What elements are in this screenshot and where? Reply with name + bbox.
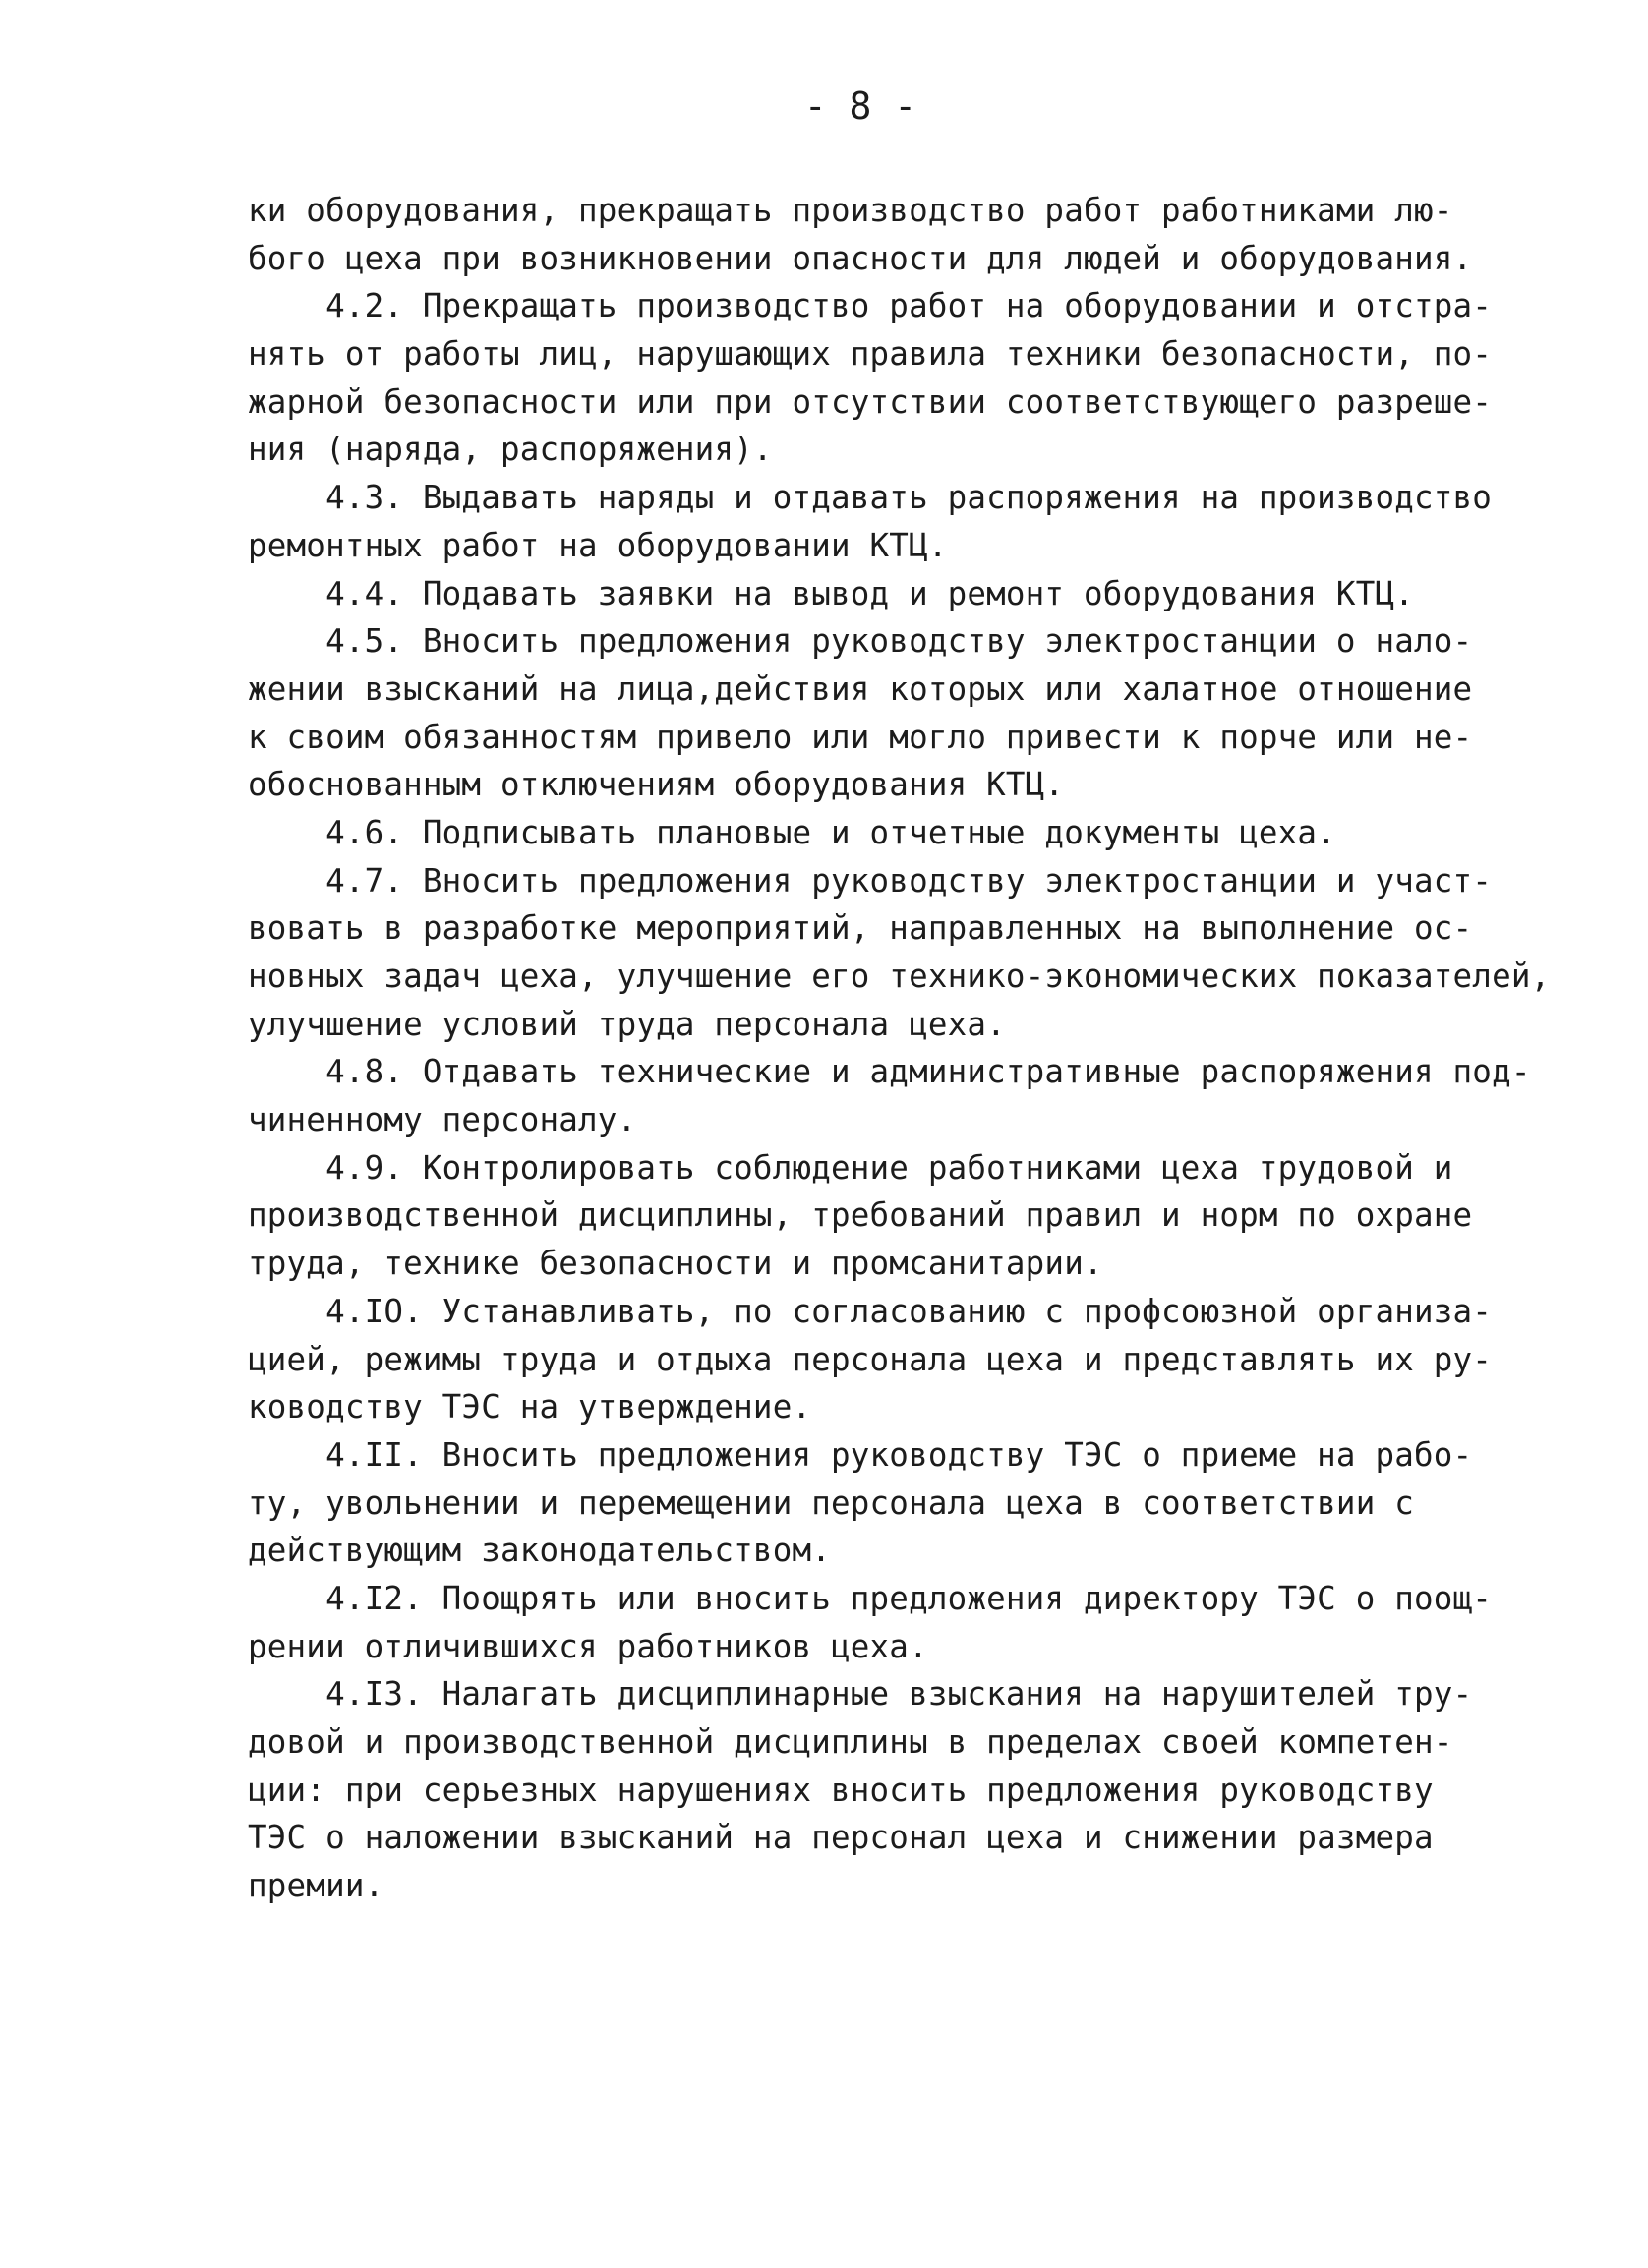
text-line: чиненному персоналу. bbox=[248, 1101, 637, 1139]
text-line: 4.3. Выдавать наряды и отдавать распоряжения на производство bbox=[248, 479, 1493, 517]
text-line: 4.2. Прекращать производство работ на оборудовании и отстра- bbox=[248, 287, 1493, 325]
text-line: ния (наряда, распоряжения). bbox=[248, 431, 773, 469]
text-line: ководству ТЭС на утверждение. bbox=[248, 1388, 812, 1426]
text-line: ту, увольнении и перемещении персонала цеха в соответствии с bbox=[248, 1483, 1414, 1522]
text-line: новных задач цеха, улучшение его технико-экономических показателей, bbox=[248, 958, 1551, 995]
text-line: жении взысканий на лица,действия которых или халатное отношение bbox=[248, 669, 1473, 708]
text-line: 4.7. Вносить предложения руководству электростанции и участ- bbox=[248, 861, 1493, 900]
text-line: бого цеха при возникновении опасности для людей и оборудования. bbox=[248, 239, 1473, 277]
text-line: вовать в разработке мероприятий, направленных на выполнение ос- bbox=[248, 909, 1473, 948]
text-line: действующим законодательством. bbox=[248, 1532, 831, 1570]
text-line: нять от работы лиц, нарушающих правила техники безопасности, по- bbox=[248, 335, 1493, 374]
text-line: жарной безопасности или при отсутствии соответствующего разреше- bbox=[248, 382, 1493, 421]
text-line: 4.9. Контролировать соблюдение работниками цеха трудовой и bbox=[248, 1148, 1453, 1187]
text-line: 4.I2. Поощрять или вносить предложения директору ТЭС о поощ- bbox=[248, 1579, 1493, 1617]
text-line: 4.8. Отдавать технические и административные распоряжения под- bbox=[248, 1053, 1531, 1091]
text-line: 4.I3. Налагать дисциплинарные взыскания на нарушителей тру- bbox=[248, 1675, 1473, 1714]
document-body bbox=[248, 187, 1585, 1910]
text-line: ремонтных работ на оборудовании КТЦ. bbox=[248, 526, 948, 564]
text-line: ки оборудования, прекращать производство работ работниками лю- bbox=[248, 192, 1453, 229]
text-line: к своим обязанностям привело или могло привести к порче или не- bbox=[248, 718, 1473, 756]
text-line: 4.IO. Устанавливать, по согласованию с профсоюзной организа- bbox=[248, 1292, 1493, 1330]
text-line: 4.II. Вносить предложения руководству ТЭС о приеме на рабо- bbox=[248, 1435, 1473, 1474]
text-line: 4.4. Подавать заявки на вывод и ремонт оборудования КТЦ. bbox=[248, 574, 1414, 612]
text-line: ТЭС о наложении взысканий на персонал цеха и снижении размера bbox=[248, 1819, 1434, 1857]
text-line: 4.5. Вносить предложения руководству электростанции о нало- bbox=[248, 622, 1473, 661]
text-line: обоснованным отключениям оборудования КТЦ. bbox=[248, 766, 1065, 804]
text-line: улучшение условий труда персонала цеха. bbox=[248, 1005, 1006, 1043]
text-line: рении отличившихся работников цеха. bbox=[248, 1627, 928, 1665]
page-number: - 8 - bbox=[803, 85, 917, 128]
text-line: довой и производственной дисциплины в пределах своей компетен- bbox=[248, 1723, 1453, 1761]
text-line: производственной дисциплины, требований правил и норм по охране bbox=[248, 1196, 1473, 1235]
text-line: премии. bbox=[248, 1867, 384, 1905]
text-line: ции: при серьезных нарушениях вносить предложения руководству bbox=[248, 1771, 1434, 1809]
text-line: 4.6. Подписывать плановые и отчетные документы цеха. bbox=[248, 813, 1336, 851]
text-line: цией, режимы труда и отдыха персонала цеха и представлять их ру- bbox=[248, 1340, 1493, 1378]
text-line: труда, технике безопасности и промсанитарии. bbox=[248, 1245, 1103, 1283]
